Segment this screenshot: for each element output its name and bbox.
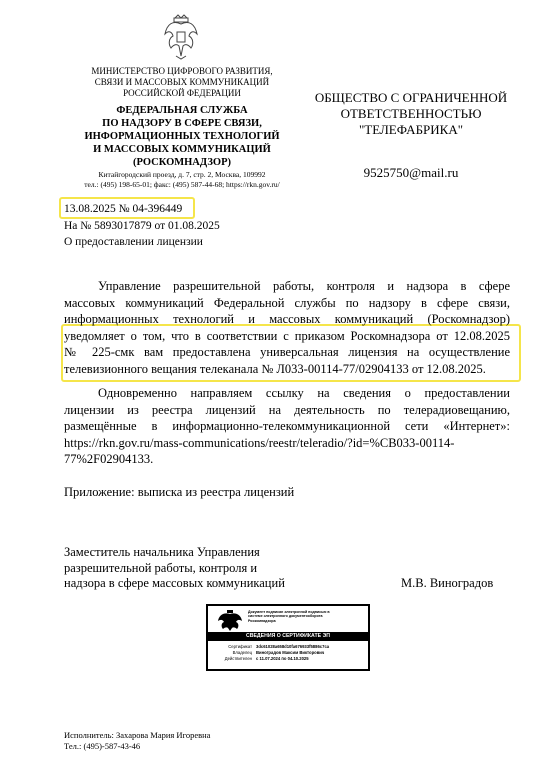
stamp-row-value: Виноградов Максим Викторович [256,650,325,655]
body-line: № 225-смк вам предоставлена универсальная лицензия на осуществление [64,345,510,359]
recipient-line: "ТЕЛЕФАБРИКА" [358,122,464,137]
body-paragraph-2 [64,385,510,468]
signer-line: Заместитель начальника Управления [64,545,260,559]
service-line: ФЕДЕРАЛЬНАЯ СЛУЖБА [116,105,248,116]
executor-name: Исполнитель: Захарова Мария Игоревна [64,730,211,740]
stamp-row-certificate [212,644,368,649]
registry-link-end[interactable]: 77%2F02904133. [64,452,154,466]
body-line: Управление разрешительной работы, контроля и надзора в сфере [98,279,510,293]
signer-line: надзора в сфере массовых коммуникаций [64,576,285,590]
coat-of-arms-icon [163,12,199,62]
stamp-note [248,610,366,623]
ministry-line: СВЯЗИ И МАССОВЫХ КОММУНИКАЦИЙ [94,77,270,87]
issuer-address [62,170,302,189]
stamp-row-label: Действителен [224,656,252,661]
stamp-row-validity [212,656,368,661]
body-line: лицензии из реестра лицензий на деятельность по телерадиовещанию, [64,402,510,417]
stamp-row-value: с 11.07.2024 по 04.10.2025 [256,656,309,661]
body-line: информационных технологий и массовых коммуникаций (Роскомнадзор) [64,312,510,326]
signer-name: М.В. Виноградов [401,576,494,590]
service-line: И МАССОВЫХ КОММУНИКАЦИЙ [93,144,271,155]
recipient-email: 9525750@mail.ru [363,165,459,180]
stamp-note-line: Документ подписан электронной подписью в [248,610,330,614]
appendix-line: Приложение: выписка из реестра лицензий [64,485,295,499]
stamp-emblem-icon [216,609,244,631]
body-paragraph-1 [64,278,510,377]
ministry-name [62,66,302,99]
registration-number: 13.08.2025 № 04-396449 [64,203,183,215]
ministry-line: МИНИСТЕРСТВО ЦИФРОВОГО РАЗВИТИЯ, [91,66,273,76]
ministry-line: РОССИЙСКОЙ ФЕДЕРАЦИИ [123,88,241,98]
registry-link[interactable]: https://rkn.gov.ru/mass-communications/reestr/teleradio/?id=%CB033-00114- [64,435,455,450]
stamp-header: СВЕДЕНИЯ О СЕРТИФИКАТЕ ЭП [208,632,368,641]
stamp-row-value: 3dc61028a658d10fa676933f5886c7ca [256,644,330,649]
body-line: Одновременно направляем ссылку на сведения о предоставлении [98,386,510,400]
recipient-name [296,90,526,138]
signer-line: разрешительной работы, контроля и [64,560,258,575]
e-signature-stamp [206,604,370,671]
service-line: (РОСКОМНАДЗОР) [132,157,231,168]
recipient-line: ОБЩЕСТВО С ОГРАНИЧЕННОЙ [314,90,508,105]
service-name [62,104,302,169]
stamp-row-label: Владелец [232,650,252,655]
stamp-row-label: Сертификат [228,644,252,649]
body-line: массовых коммуникаций Федеральной службы по надзору в сфере связи, [64,295,510,310]
reference-number: На № 5893017879 от 01.08.2025 [64,220,220,232]
executor-phone: Тел.: (495)-587-43-46 [64,741,141,751]
service-line: ИНФОРМАЦИОННЫХ ТЕХНОЛОГИЙ [84,131,280,142]
signer-position [64,545,285,592]
stamp-row-owner [212,650,368,655]
service-line: ПО НАДЗОРУ В СФЕРЕ СВЯЗИ, [102,118,262,129]
recipient-line: ОТВЕТСТВЕННОСТЬЮ [340,106,482,121]
letter-subject: О предоставлении лицензии [64,236,203,248]
contacts-line: тел.: (495) 198-65-01; факс: (495) 587-44-68; https://rkn.gov.ru/ [84,179,280,189]
address-line: Китайгородский проезд, д. 7, стр. 2, Москва, 109992 [98,170,266,179]
stamp-note-line: Роскомнадзора [248,618,276,623]
issuer-block [62,66,302,189]
body-line: уведомляет о том, что в соответствии с приказом Роскомнадзора от 12.08.2025 [64,328,510,343]
body-line: телевизионного вещания телеканала № Л033-00114-77/02904133 от 12.08.2025. [64,361,486,376]
stamp-note-line: системе электронного документооборота [248,614,323,619]
body-line: размещённые в информационно-телекоммуникационной сети «Интернет»: [64,419,510,433]
